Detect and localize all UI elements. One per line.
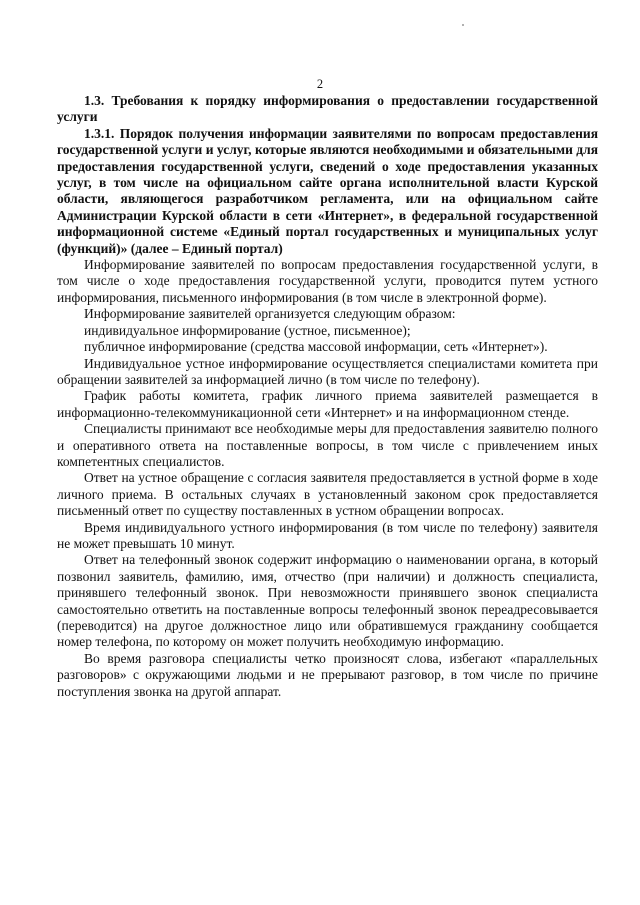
scan-speck — [462, 24, 464, 26]
paragraph: Индивидуальное устное информирование осуществляется специалистами комитета при обращении заявителей за информацией лично (в том числе по телефону). — [57, 355, 598, 387]
paragraph: Ответ на устное обращение с согласия заявителя предоставляется в устной форме в ходе личного приема. В остальных случаях в установленный законом срок предоставляется письменный ответ по существу поставленных в устном обращении вопросах. — [57, 470, 598, 519]
paragraph: Во время разговора специалисты четко произносят слова, избегают «параллельных разговоров» с окружающими людьми и не прерывают разговор, в том числе по причине поступления звонка на другой аппарат. — [57, 650, 598, 699]
paragraph: Время индивидуального устного информирования (в том числе по телефону) заявителя не может превышать 10 минут. — [57, 519, 598, 551]
list-item: индивидуальное информирование (устное, письменное); — [84, 322, 411, 338]
paragraph: Специалисты принимают все необходимые меры для предоставления заявителю полного и оперативного ответа на поставленные вопросы, в том числе с привлечением иных компетентных специалистов. — [57, 421, 598, 469]
subsection-heading: 1.3.1. Порядок получения информации заявителями по вопросам предоставления государственной услуги и услуг, которые являются необходимыми и обязательными для предоставления государственной услуги, сведений о ходе предоставления указанных услуг, в том числе на официальном сайте органа исполнительной власти Курской области, являющегося разработчиком регламента, или на официальном сайте Администрации Курской области в сети «Интернет», в федеральной государственной информационной системе «Единый портал государственных и муниципальных услуг (функций)» (далее – Единый портал) — [57, 125, 598, 256]
paragraph: Информирование заявителей по вопросам предоставления государственной услуги, в том числе о ходе предоставления государственной услуги, проводится путем устного информирования, письменного информирования (в том числе в электронной форме). — [57, 257, 598, 305]
document-body — [57, 93, 598, 700]
section-heading: 1.3. Требования к порядку информирования о предоставлении государственной услуги — [57, 93, 598, 125]
paragraph: График работы комитета, график личного приема заявителей размещается в информационно-телекоммуникационной сети «Интернет» и на информационном стенде. — [57, 388, 598, 420]
paragraph: Ответ на телефонный звонок содержит информацию о наименовании органа, в который позвонил заявитель, фамилию, имя, отчество (при наличии) и должность специалиста, принявшего телефонный звонок. При невозможности принявшего звонок специалиста самостоятельно ответить на поставленные вопросы телефонный звонок переадресовывается (переводится) на другое должностное лицо или обратившемуся гражданину сообщается номер телефона, по которому он может получить необходимую информацию. — [57, 552, 598, 650]
list-item: публичное информирование (средства массовой информации, сеть «Интернет»). — [84, 339, 548, 355]
page-number: 2 — [316, 77, 324, 91]
paragraph: Информирование заявителей организуется следующим образом: — [84, 306, 456, 322]
